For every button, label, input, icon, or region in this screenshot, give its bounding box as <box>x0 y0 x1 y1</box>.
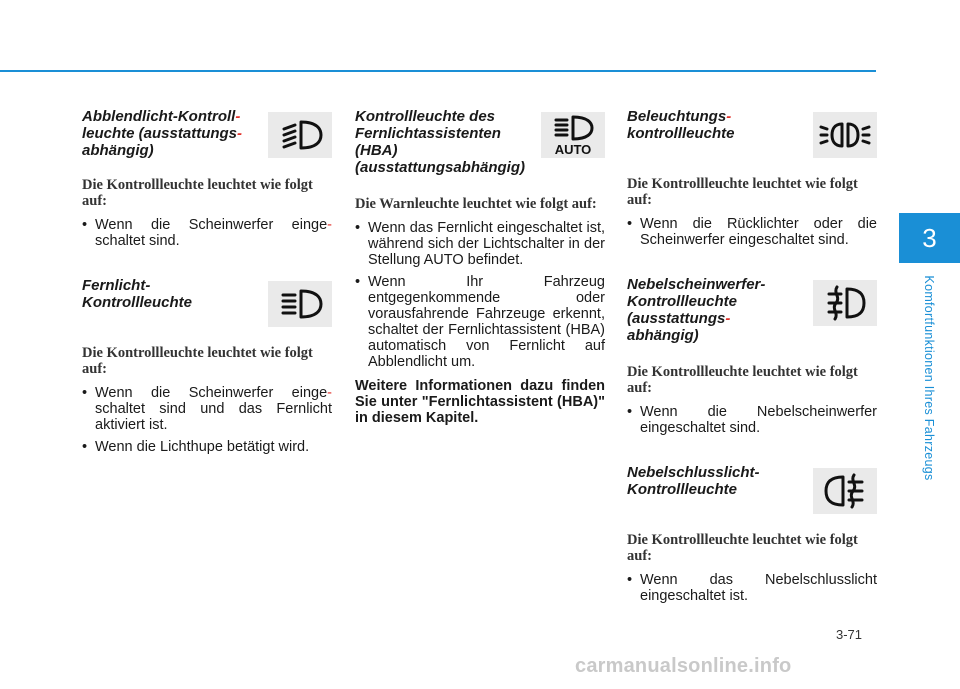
rear-fog-section <box>627 464 877 604</box>
column-3 <box>627 108 877 610</box>
low-beam-section <box>82 108 332 249</box>
front-fog-light-icon <box>813 280 877 326</box>
high-beam-lead: Die Kontrollleuchte leuchtet wie folgt auf: <box>82 345 313 377</box>
high-beam-icon <box>268 281 332 327</box>
list-item: • Wenn Ihr Fahrzeug entgegenkommende oder vorausfahrende Fahrzeuge erkennt, schaltet der Fernlichtassistent (HBA) automatisch von Fernlicht auf Abblendlicht um. <box>355 274 605 370</box>
column-1 <box>82 108 332 461</box>
header-rule <box>0 70 876 72</box>
high-beam-heading: Fernlicht- Kontrollleuchte <box>82 277 193 311</box>
list-item: • Wenn die Scheinwerfer einge-schaltet sind und das Fernlicht aktiviert ist. <box>82 385 332 433</box>
high-beam-section <box>82 277 332 455</box>
list-item: • Wenn das Nebelschlusslicht eingeschaltet ist. <box>627 572 877 604</box>
rear-fog-heading: Nebelschlusslicht- Kontrollleuchte <box>627 464 760 498</box>
chapter-tab: 3 <box>899 213 960 263</box>
hba-heading: Kontrollleuchte des Fernlichtassistenten (HBA) (ausstattungsabhängig) <box>355 108 526 176</box>
high-beam-auto-icon <box>541 112 605 158</box>
hba-note: Weitere Informationen dazu finden Sie unter "Fernlichtassistent (HBA)" in diesem Kapitel. <box>355 378 605 426</box>
list-item: • Wenn das Fernlicht eingeschaltet ist, während sich der Lichtschalter in der Stellung AUTO befindet. <box>355 220 605 268</box>
column-2 <box>355 108 605 426</box>
low-beam-lead: Die Kontrollleuchte leuchtet wie folgt auf: <box>82 177 313 209</box>
low-beam-heading: Abblendlicht-Kontroll- leuchte (ausstattungs- abhängig) <box>82 108 243 159</box>
position-light-heading: Beleuchtungs- kontrollleuchte <box>627 108 735 142</box>
position-light-lead: Die Kontrollleuchte leuchtet wie folgt auf: <box>627 176 858 208</box>
front-fog-heading: Nebelscheinwerfer- Kontrollleuchte (ausstattungs- abhängig) <box>627 276 766 344</box>
list-item: • Wenn die Nebelscheinwerfer eingeschaltet sind. <box>627 404 877 436</box>
auto-label: AUTO <box>554 142 592 156</box>
rear-fog-light-icon <box>813 468 877 514</box>
list-item: • Wenn die Rücklichter oder die Scheinwerfer eingeschaltet sind. <box>627 216 877 248</box>
list-item: • Wenn die Lichthupe betätigt wird. <box>82 439 332 455</box>
position-light-section <box>627 108 877 248</box>
front-fog-section <box>627 276 877 436</box>
low-beam-icon <box>268 112 332 158</box>
position-light-icon <box>813 112 877 158</box>
page-number: 3-71 <box>836 627 863 642</box>
list-item: • Wenn die Scheinwerfer einge-schaltet sind. <box>82 217 332 249</box>
watermark: carmanualsonline.info <box>575 655 792 677</box>
front-fog-lead: Die Kontrollleuchte leuchtet wie folgt auf: <box>627 364 858 396</box>
hba-section <box>355 108 605 426</box>
rear-fog-lead: Die Kontrollleuchte leuchtet wie folgt auf: <box>627 532 858 564</box>
hba-lead: Die Warnleuchte leuchtet wie folgt auf: <box>355 196 597 212</box>
chapter-title: Komfortfunktionen Ihres Fahrzeugs <box>922 275 936 481</box>
